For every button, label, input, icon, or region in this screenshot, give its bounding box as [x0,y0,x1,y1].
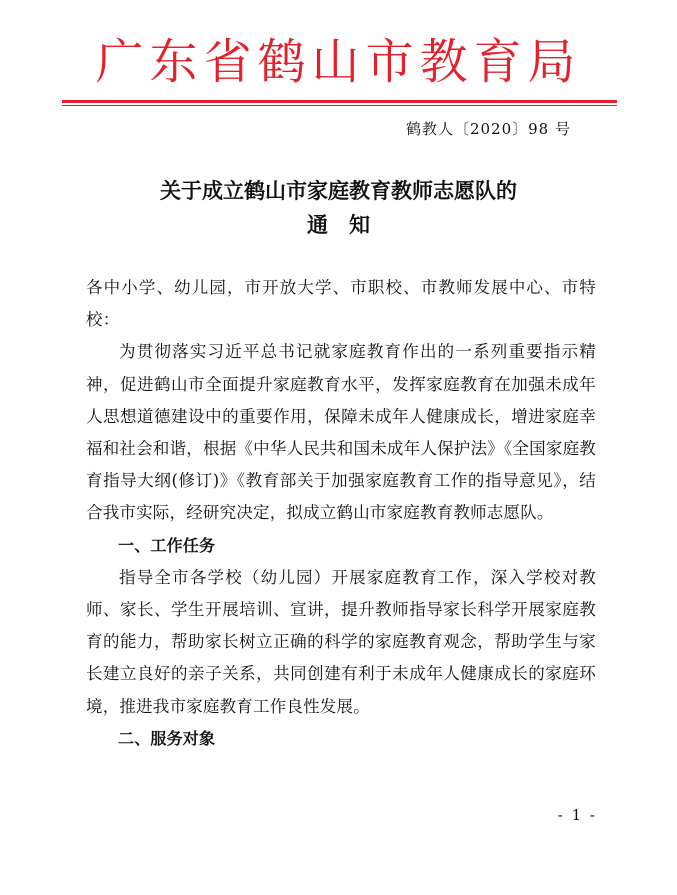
section-1-heading: 一、工作任务 [118,535,216,555]
section-1-paragraph: 指导全市各学校（幼儿园）开展家庭教育工作，深入学校对教师、家长、学生开展培训、宣讲，提升教师指导家长科学开展家庭教育的能力，帮助家长树立正确的科学的家庭教育观念，帮助学生与家长建立良好的亲子关系，共同创建有利于未成年人健康成长的家庭环境，推进我市家庭教育工作良性发展。 [86,567,596,716]
addressee: 各中小学、幼儿园，市开放大学、市职校、市教师发展中心、市特校： [86,278,596,330]
title-line-2: 通 知 [307,213,370,237]
document-number: 鹤教人〔2020〕98 号 [405,120,571,138]
header-red-rule-thick [62,100,617,103]
section-2-heading: 二、服务对象 [118,728,216,748]
title-line-1: 关于成立鹤山市家庭教育教师志愿队的 [160,179,517,203]
header-red-rule-thin [62,105,617,106]
document-body [86,272,596,755]
issuer-header: 广东省鹤山市教育局 [95,34,582,90]
page-number: - 1 - [557,806,597,824]
document-title [0,174,677,242]
intro-paragraph: 为贯彻落实习近平总书记就家庭教育作出的一系列重要指示精神，促进鹤山市全面提升家庭教育水平，发挥家庭教育在加强未成年人思想道德建设中的重要作用，保障未成年人健康成长，增进家庭幸福和社会和谐，根据《中华人民共和国未成年人保护法》《全国家庭教育指导大纲(修订)》《教育部关于加强家庭教育工作的指导意见》，结合我市实际，经研究决定，拟成立鹤山市家庭教育教师志愿队。 [86,342,596,523]
